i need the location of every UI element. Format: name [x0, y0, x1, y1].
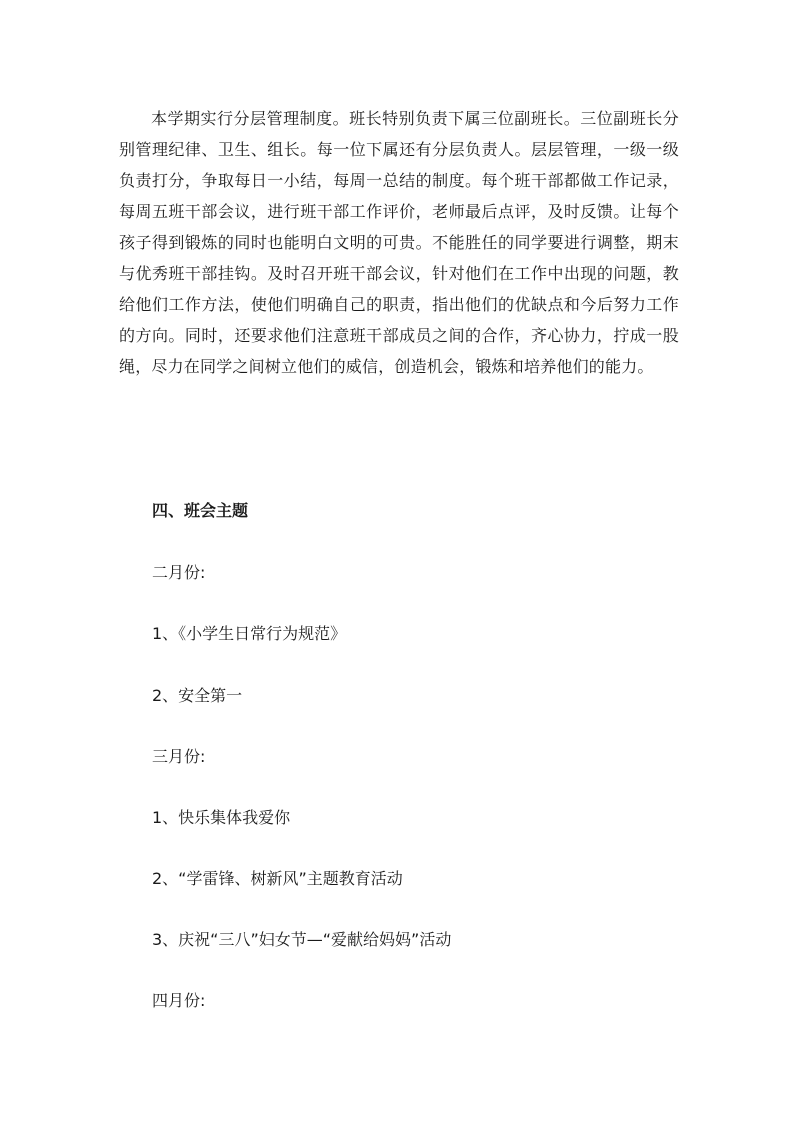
list-item: 1、《小学生日常行为规范》 [152, 624, 347, 643]
list-item: 1、快乐集体我爱你 [152, 808, 291, 827]
section-heading: 四、班会主题 [152, 501, 249, 520]
list-item: 2、安全第一 [152, 686, 243, 705]
list-item: 2、“学雷锋、树新风”主题教育活动 [152, 869, 403, 888]
month-label-february: 二月份: [152, 563, 206, 582]
body-paragraph: 本学期实行分层管理制度。班长特别负责下属三位副班长。三位副班长分别管理纪律、卫生、组长。每一位下属还有分层负责人。层层管理，一级一级负责打分，争取每日一小结，每周一总结的制度。每个班干部都做工作记录，每周五班干部会议，进行班干部工作评价，老师最后点评，及时反馈。让每个孩子得到锻炼的同时也能明白文明的可贵。不能胜任的同学要进行调整，期末与优秀班干部挂钩。及时召开班干部会议，针对他们在工作中出现的问题，教给他们工作方法，使他们明确自己的职责，指出他们的优缺点和今后努力工作的方向。同时，还要求他们注意班干部成员之间的合作，齐心协力，拧成一股绳，尽力在同学之间树立他们的威信，创造机会，锻炼和培养他们的能力。 [119, 109, 679, 376]
month-label-april: 四月份: [152, 991, 206, 1010]
month-label-march: 三月份: [152, 747, 206, 766]
list-item: 3、庆祝“三八”妇女节—“爱献给妈妈”活动 [152, 930, 452, 949]
